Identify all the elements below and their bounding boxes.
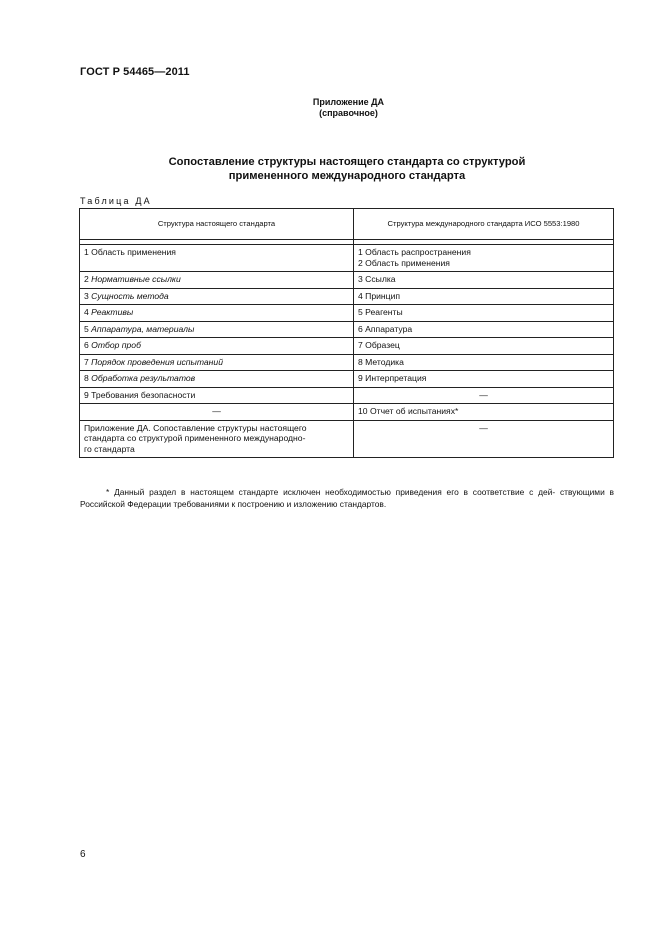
cell-international: — [354, 387, 614, 404]
item-title: Реактивы [91, 307, 134, 317]
table-row [80, 321, 614, 338]
table-row [80, 354, 614, 371]
item-title: Сущность метода [91, 290, 169, 301]
item-title: Нормативные ссылки [91, 274, 181, 284]
item-title: Отбор проб [91, 340, 141, 350]
cell-international: 7 Образец [354, 338, 614, 355]
column-header-international-standard: Структура международного стандарта ИСО 5553:1980 [354, 209, 614, 240]
cell-current [80, 371, 354, 388]
cell-current [80, 272, 354, 289]
cell-international: 9 Интерпретация [354, 371, 614, 388]
comparison-table [79, 208, 614, 458]
item-title: Обработка результатов [91, 373, 196, 383]
cell-current: — [80, 404, 354, 421]
cell-international: 10 Отчет об испытаниях* [354, 404, 614, 421]
table-header-row [80, 209, 614, 240]
document-code: ГОСТ Р 54465—2011 [80, 66, 190, 78]
item-number: 4 [84, 307, 89, 317]
page-number: 6 [80, 849, 86, 860]
cell-line: Приложение ДА. Сопоставление структуры настоящего [84, 422, 307, 433]
item-title: Аппаратура, материалы [91, 323, 195, 334]
item-number: 7 [84, 356, 89, 367]
appendix-type: (справочное) [319, 108, 378, 118]
table-row [80, 338, 614, 355]
heading-line-2: примененного международного стандарта [228, 170, 466, 182]
table-row [80, 272, 614, 289]
column-header-current-standard: Структура настоящего стандарта [80, 209, 354, 240]
section-heading [80, 155, 614, 183]
cell-current [80, 305, 354, 322]
item-number: 8 [84, 373, 89, 383]
cell-international: — [354, 420, 614, 458]
appendix-label [0, 97, 661, 119]
cell-current: 1 Область применения [80, 245, 354, 272]
cell-current [80, 338, 354, 355]
table-row [80, 288, 614, 305]
item-number: 3 [84, 290, 89, 301]
table-row [80, 387, 614, 404]
cell-international: 8 Методика [354, 354, 614, 371]
table-row [80, 420, 614, 458]
cell-international [354, 245, 614, 272]
cell-line: 2 Область применения [358, 257, 450, 268]
cell-current [80, 288, 354, 305]
table-row [80, 371, 614, 388]
cell-international: 5 Реагенты [354, 305, 614, 322]
cell-international: 4 Принцип [354, 288, 614, 305]
table-footnote [80, 487, 614, 510]
footnote-line-2: ствующими в Российской Федерации требованиями к построению и изложению стандартов. [80, 487, 615, 509]
cell-line: 1 Область распространения [358, 247, 471, 257]
cell-international: 3 Ссылка [354, 272, 614, 289]
item-title: Порядок проведения испытаний [91, 356, 223, 367]
footnote-line-1: * Данный раздел в настоящем стандарте исключен необходимостью приведения его в соответствие с дей- [106, 487, 556, 497]
cell-current [80, 321, 354, 338]
cell-current: 9 Требования безопасности [80, 387, 354, 404]
cell-international: 6 Аппаратура [354, 321, 614, 338]
table-caption: Таблица ДА [80, 196, 152, 206]
table-row [80, 404, 614, 421]
table-row [80, 305, 614, 322]
item-number: 2 [84, 274, 89, 284]
heading-line-1: Сопоставление структуры настоящего стандарта со структурой [168, 156, 526, 168]
item-number: 6 [84, 340, 89, 350]
table-row [80, 245, 614, 272]
cell-current [80, 420, 354, 458]
appendix-title: Приложение ДА [312, 97, 385, 107]
item-number: 5 [84, 323, 89, 334]
cell-line: го стандарта [84, 443, 135, 454]
cell-line: стандарта со структурой примененного международно- [84, 433, 306, 443]
cell-current [80, 354, 354, 371]
